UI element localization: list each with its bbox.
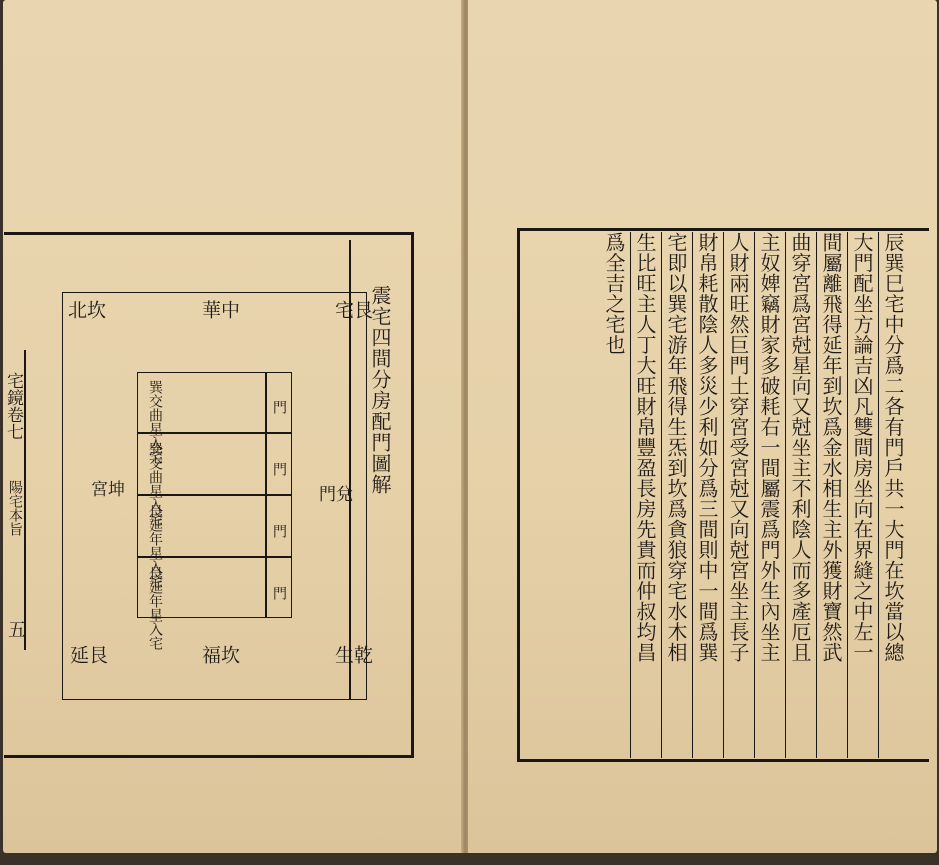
direction-top-right: 艮 宅: [332, 300, 373, 319]
direction-middle-right: 兌 門: [315, 485, 352, 502]
page-number: 五: [5, 620, 26, 638]
diagram-title: 震宅四間分房配門圖解: [368, 285, 392, 495]
direction-top-middle: 中 華: [199, 300, 240, 319]
direction-bottom-left: 艮 延: [67, 645, 108, 664]
text-column: 財帛耗散陰人多災少利如分爲三間則中一間爲巽: [695, 232, 719, 663]
door-mark: 門: [271, 400, 287, 414]
door-divider: [265, 372, 267, 618]
book-title: 宅鏡卷七: [3, 372, 23, 440]
door-mark: 門: [271, 462, 287, 476]
section-title: 陽宅本旨: [7, 480, 23, 536]
text-column: 宅即以巽宅游年飛得生炁到坎爲貪狼穿宅水木相: [664, 232, 688, 663]
column-rule: [723, 232, 724, 758]
column-rule: [630, 232, 631, 758]
text-column: 辰巽巳宅中分爲二各有門戶共一大門在坎當以總: [881, 232, 905, 663]
direction-top-left: 坎 北: [65, 300, 106, 319]
text-column: 爲全吉之宅也: [602, 232, 626, 355]
column-rule: [754, 232, 755, 758]
column-rule: [878, 232, 879, 758]
direction-bottom-middle: 坎 福: [199, 645, 240, 664]
text-column: 主奴婢竊財家多破耗右一間屬震爲門外生內坐主: [757, 232, 781, 663]
text-column: 間屬離飛得延年到坎爲金水相生主外獲財寶然武: [819, 232, 843, 663]
column-rule: [847, 232, 848, 758]
column-rule: [692, 232, 693, 758]
door-mark: 門: [271, 586, 287, 600]
text-column: 曲穿宮爲宮尅星向又尅坐主不利陰人而多產厄且: [788, 232, 812, 663]
text-column: 人財兩旺然巨門土穿宮受宮尅又向尅宮坐主長子: [726, 232, 750, 663]
text-column: 生比旺主人丁大旺財帛豐盈長房先貴而仲叔均昌: [633, 232, 657, 663]
column-rule: [785, 232, 786, 758]
door-mark: 門: [271, 524, 287, 538]
room-label: 巽交曲星入宅: [147, 442, 163, 526]
direction-bottom-right: 乾 生: [332, 645, 373, 664]
column-rule: [661, 232, 662, 758]
room-label: 艮延年星入宅: [147, 566, 163, 650]
direction-middle-left: 坤 宮: [87, 480, 124, 497]
room-label: 巽交曲星入宅: [147, 380, 163, 464]
room-label: 艮延年星入宅: [147, 504, 163, 588]
text-column: 大門配坐方論吉凶凡雙間房坐向在界縫之中左一: [850, 232, 874, 663]
column-rule: [816, 232, 817, 758]
